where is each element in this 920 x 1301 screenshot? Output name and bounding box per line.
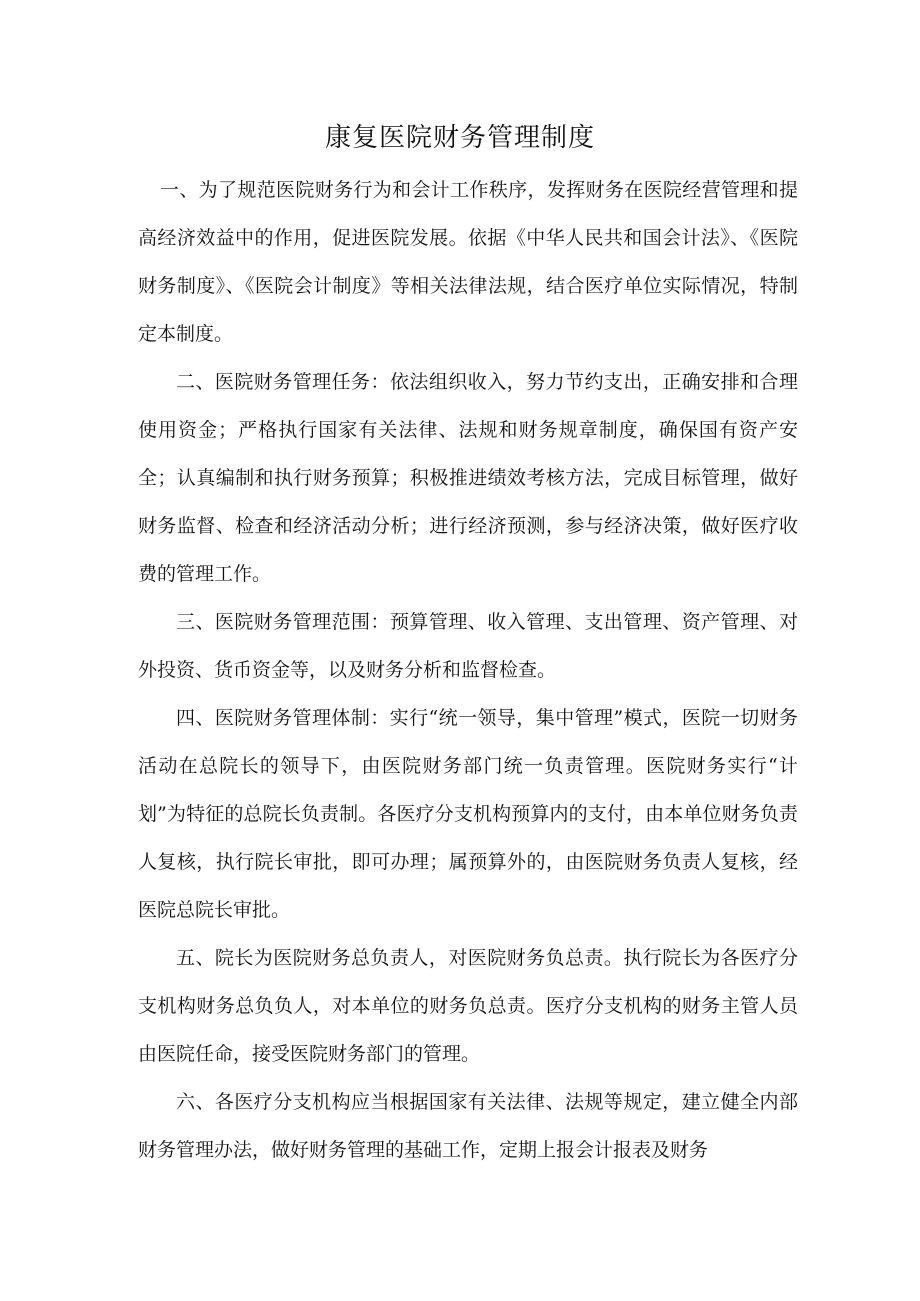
paragraph-6: 六、各医疗分支机构应当根据国家有关法律、法规等规定，建立健全内部财务管理办法，做好财务管理的基础工作，定期上报会计报表及财务 <box>138 1091 798 1161</box>
paragraph-3: 三、医院财务管理范围：预算管理、收入管理、支出管理、资产管理、对外投资、货币资金等，以及财务分析和监督检查。 <box>138 611 798 681</box>
document-title: 康复医院财务管理制度 <box>324 123 595 153</box>
paragraph-5: 五、院长为医院财务总负责人，对医院财务负总责。执行院长为各医疗分支机构财务总负负人，对本单位的财务负总责。医疗分支机构的财务主管人员由医院任命，接受医院财务部门的管理。 <box>138 947 798 1065</box>
paragraph-2: 二、医院财务管理任务：依法组织收入，努力节约支出，正确安排和合理使用资金；严格执行国家有关法律、法规和财务规章制度，确保国有资产安全；认真编制和执行财务预算；积极推进绩效考核方法，完成目标管理，做好财务监督、检查和经济活动分析；进行经济预测，参与经济决策，做好医疗收费的管理工作。 <box>138 371 798 585</box>
paragraph-1: 一、为了规范医院财务行为和会计工作秩序，发挥财务在医院经营管理和提高经济效益中的作用，促进医院发展。依据《中华人民共和国会计法》、《医院财务制度》、《医院会计制度》等相关法律法规，结合医疗单位实际情况，特制定本制度。 <box>138 179 798 345</box>
paragraph-4: 四、医院财务管理体制：实行“统一领导，集中管理”模式，医院一切财务活动在总院长的领导下，由医院财务部门统一负责管理。医院财务实行“计划”为特征的总院长负责制。各医疗分支机构预算内的支付，由本单位财务负责人复核，执行院长审批，即可办理；属预算外的，由医院财务负责人复核，经医院总院长审批。 <box>138 707 798 921</box>
document-body <box>138 166 798 1174</box>
